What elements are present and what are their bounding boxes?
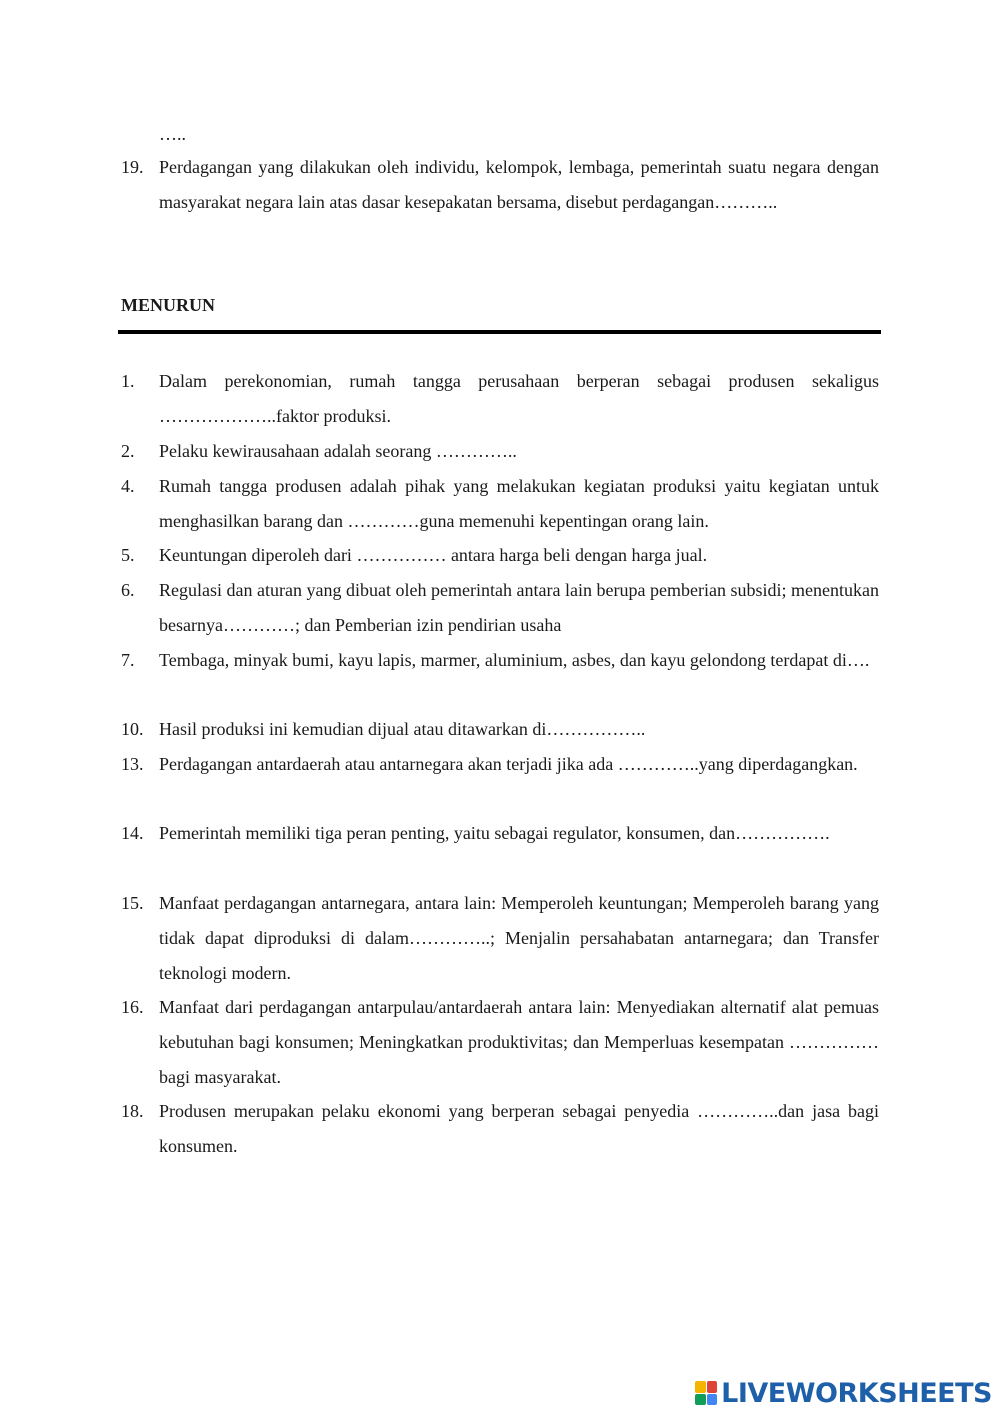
logo-tile <box>707 1381 718 1393</box>
continuation-text: ….. <box>159 124 186 144</box>
question-number: 15. <box>121 893 144 913</box>
question-text: Rumah tangga produsen adalah pihak yang melakukan kegiatan produksi yaitu kegiatan untuk menghasilkan barang dan …………guna memenuhi kepentingan orang lain. <box>159 476 879 531</box>
question-number: 19. <box>121 157 144 177</box>
question-number: 18. <box>121 1101 144 1121</box>
section-heading: MENURUN <box>121 295 215 315</box>
section-divider <box>118 330 881 334</box>
question-text: Pemerintah memiliki tiga peran penting, yaitu sebagai regulator, konsumen, dan……………. <box>159 823 830 843</box>
question-number: 4. <box>121 476 135 496</box>
question-text: Tembaga, minyak bumi, kayu lapis, marmer, aluminium, asbes, dan kayu gelondong terdapat di…. <box>159 650 870 670</box>
question-text: Produsen merupakan pelaku ekonomi yang berperan sebagai penyedia …………..dan jasa bagi konsumen. <box>159 1101 879 1156</box>
question-item <box>121 538 879 573</box>
question-text: Regulasi dan aturan yang dibuat oleh pemerintah antara lain berupa pemberian subsidi; menentukan besarnya…………; dan Pemberian izin pendirian usaha <box>159 580 879 635</box>
logo-tile <box>707 1394 718 1406</box>
question-number: 16. <box>121 997 144 1017</box>
question-text: Hasil produksi ini kemudian dijual atau ditawarkan di…………….. <box>159 719 646 739</box>
question-text: Keuntungan diperoleh dari …………… antara harga beli dengan harga jual. <box>159 545 708 565</box>
question-item-19-top <box>121 150 879 220</box>
question-item <box>121 469 879 539</box>
liveworksheets-logo-icon <box>695 1381 717 1405</box>
question-item <box>121 990 879 1094</box>
question-item <box>121 747 879 782</box>
question-text: Dalam perekonomian, rumah tangga perusahaan berperan sebagai produsen sekaligus ………………..faktor produksi. <box>159 371 879 426</box>
question-item <box>121 886 879 990</box>
question-text: Perdagangan yang dilakukan oleh individu, kelompok, lembaga, pemerintah suatu negara dengan masyarakat negara lain atas dasar kesepakatan bersama, disebut perdagangan……….. <box>159 157 879 212</box>
question-item <box>121 816 879 851</box>
logo-tile <box>695 1394 706 1406</box>
question-text: Manfaat dari perdagangan antarpulau/antardaerah antara lain: Menyediakan alternatif alat pemuas kebutuhan bagi konsumen; Meningkatkan produktivitas; dan Memperluas kesempatan …………… bagi masyarakat. <box>159 997 879 1087</box>
question-item <box>121 364 879 434</box>
question-text: Pelaku kewirausahaan adalah seorang ………….. <box>159 441 517 461</box>
question-number: 13. <box>121 754 144 774</box>
question-item <box>121 573 879 643</box>
question-item <box>121 712 879 747</box>
question-number: 10. <box>121 719 144 739</box>
question-text: Perdagangan antardaerah atau antarnegara akan terjadi jika ada …………..yang diperdagangkan. <box>159 754 858 774</box>
question-item <box>121 643 879 678</box>
question-number: 1. <box>121 371 135 391</box>
question-item <box>121 1094 879 1164</box>
watermark-text: LIVEWORKSHEETS <box>721 1377 992 1409</box>
question-number: 14. <box>121 823 144 843</box>
question-number: 7. <box>121 650 135 670</box>
question-number: 5. <box>121 545 135 565</box>
liveworksheets-watermark <box>695 1378 992 1408</box>
question-text: Manfaat perdagangan antarnegara, antara lain: Memperoleh keuntungan; Memperoleh barang yang tidak dapat diproduksi di dalam…………..; Menjalin persahabatan antarnegara; dan Transfer teknologi modern. <box>159 893 879 983</box>
question-item <box>121 434 879 469</box>
question-number: 6. <box>121 580 135 600</box>
logo-tile <box>695 1381 706 1393</box>
question-number: 2. <box>121 441 135 461</box>
